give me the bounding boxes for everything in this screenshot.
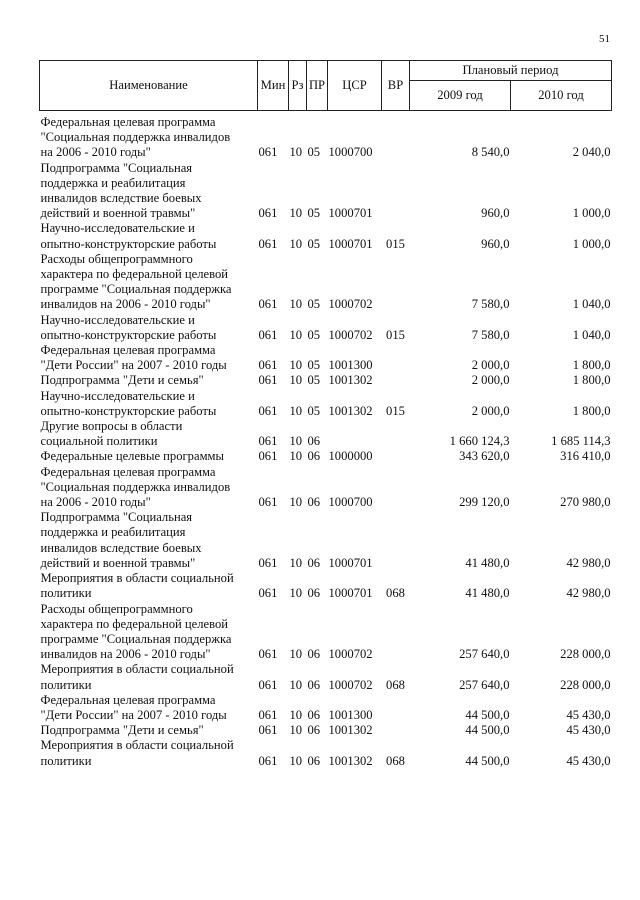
row-2010: 228 000,0 (560, 677, 611, 692)
row-min: 061 (258, 403, 278, 418)
row-2009: 7 580,0 (471, 327, 510, 342)
row-min: 061 (258, 753, 278, 768)
row-pr: 06 (307, 677, 321, 692)
row-vr: 068 (386, 677, 405, 692)
row-2009: 960,0 (481, 236, 510, 251)
row-name-line: опытно-конструкторские работы (40, 236, 217, 251)
row-name (40, 389, 258, 419)
row-2010: 1 040,0 (572, 297, 611, 312)
row-pr: 05 (307, 327, 321, 342)
row-name (40, 662, 258, 692)
row-min: 061 (258, 434, 278, 449)
row-name (40, 161, 258, 222)
row-min: 061 (258, 555, 278, 570)
table-row (40, 252, 612, 313)
row-name (40, 419, 258, 449)
row-vr (382, 602, 410, 663)
row-2010: 1 000,0 (572, 236, 611, 251)
row-name-line: действий и военной травмы" (40, 555, 196, 570)
row-name-line: Мероприятия в области социальной (40, 571, 234, 586)
row-2010: 1 685 114,3 (551, 434, 611, 449)
row-rz: 10 (289, 434, 303, 449)
row-rz: 10 (289, 145, 303, 160)
row-name-line: инвалидов на 2006 - 2010 годы" (40, 647, 211, 662)
row-2009: 960,0 (481, 206, 510, 221)
row-name-line: Мероприятия в области социальной (40, 738, 234, 753)
row-vr (382, 373, 410, 388)
row-vr (382, 161, 410, 222)
row-rz: 10 (289, 297, 303, 312)
row-csr: 1000702 (328, 327, 373, 342)
row-pr: 06 (307, 707, 321, 722)
table-row (40, 313, 612, 343)
row-csr: 1000000 (328, 449, 373, 464)
row-name-line: Подпрограмма "Социальная (40, 160, 193, 175)
row-csr: 1000701 (328, 555, 373, 570)
table-row (40, 343, 612, 373)
row-pr: 05 (307, 297, 321, 312)
row-name-line: Подпрограмма "Социальная (40, 510, 193, 525)
row-vr (382, 693, 410, 723)
row-2010: 1 040,0 (572, 327, 611, 342)
row-min: 061 (258, 358, 278, 373)
row-pr: 06 (307, 723, 321, 738)
row-name-line: "Дети России" на 2007 - 2010 годы (40, 707, 227, 722)
row-2009: 44 500,0 (465, 723, 510, 738)
row-name-line: политики (40, 677, 92, 692)
table-row (40, 221, 612, 251)
row-name-line: программе "Социальная поддержка (40, 282, 232, 297)
row-min: 061 (258, 586, 278, 601)
table-body (40, 111, 612, 769)
row-name (40, 373, 258, 388)
header-name: Наименование (40, 61, 258, 111)
row-rz: 10 (289, 449, 303, 464)
table-row (40, 419, 612, 449)
row-2009: 8 540,0 (471, 145, 510, 160)
row-name (40, 313, 258, 343)
row-csr: 1001302 (328, 753, 373, 768)
row-2010: 270 980,0 (560, 495, 611, 510)
row-vr: 068 (386, 753, 405, 768)
header-year-2009: 2009 год (410, 81, 511, 111)
row-pr: 05 (307, 206, 321, 221)
row-2010: 1 000,0 (572, 206, 611, 221)
row-min: 061 (258, 723, 278, 738)
table-row (40, 373, 612, 388)
row-name-line: характера по федеральной целевой (40, 616, 229, 631)
row-2009: 299 120,0 (459, 495, 510, 510)
row-name-line: характера по федеральной целевой (40, 267, 229, 282)
row-name (40, 221, 258, 251)
row-name-line: Научно-исследовательские и (40, 221, 195, 236)
row-2009: 44 500,0 (465, 707, 510, 722)
row-name (40, 571, 258, 601)
row-pr: 06 (307, 495, 321, 510)
row-vr (382, 343, 410, 373)
table-row (40, 602, 612, 663)
row-rz: 10 (289, 358, 303, 373)
table-row (40, 115, 612, 161)
row-name-line: Федеральная целевая программа (40, 115, 216, 129)
row-vr (382, 449, 410, 464)
table-row (40, 510, 612, 571)
row-name-line: Научно-исследовательские и (40, 312, 195, 327)
row-2010: 42 980,0 (566, 555, 611, 570)
budget-table (39, 60, 612, 769)
row-min: 061 (258, 145, 278, 160)
row-pr: 06 (307, 586, 321, 601)
row-name-line: поддержка и реабилитация (40, 525, 186, 540)
row-2009: 44 500,0 (465, 753, 510, 768)
row-name (40, 343, 258, 373)
row-name-line: Федеральные целевые программы (40, 449, 224, 464)
row-2010: 228 000,0 (560, 647, 611, 662)
row-pr: 06 (307, 647, 321, 662)
row-rz: 10 (289, 677, 303, 692)
row-name-line: Научно-исследовательские и (40, 388, 195, 403)
row-name-line: "Социальная поддержка инвалидов (40, 479, 231, 494)
row-pr: 05 (307, 403, 321, 418)
row-csr (328, 419, 382, 449)
row-pr: 06 (307, 555, 321, 570)
row-name-line: действий и военной травмы" (40, 206, 196, 221)
header-planned-period: Плановый период (410, 61, 612, 81)
header-year-2010: 2010 год (511, 81, 612, 111)
row-rz: 10 (289, 707, 303, 722)
row-vr (382, 723, 410, 738)
row-name (40, 449, 258, 464)
row-name-line: Подпрограмма "Дети и семья" (40, 723, 204, 738)
row-min: 061 (258, 206, 278, 221)
row-2009: 2 000,0 (471, 403, 510, 418)
row-vr: 015 (386, 403, 405, 418)
header-rz: Рз (289, 61, 307, 111)
row-csr: 1000700 (328, 145, 373, 160)
row-pr: 06 (307, 434, 321, 449)
row-name (40, 738, 258, 768)
row-vr (382, 419, 410, 449)
row-min: 061 (258, 297, 278, 312)
row-csr: 1000700 (328, 495, 373, 510)
row-name-line: поддержка и реабилитация (40, 175, 186, 190)
row-2010: 45 430,0 (566, 723, 611, 738)
row-2010: 42 980,0 (566, 586, 611, 601)
header-csr: ЦСР (328, 61, 382, 111)
table-row (40, 389, 612, 419)
row-name (40, 693, 258, 723)
row-csr: 1001302 (328, 373, 373, 388)
row-name (40, 465, 258, 511)
row-vr: 015 (386, 327, 405, 342)
row-rz: 10 (289, 403, 303, 418)
row-vr (382, 465, 410, 511)
row-csr: 1001300 (328, 707, 373, 722)
row-2009: 7 580,0 (471, 297, 510, 312)
row-rz: 10 (289, 495, 303, 510)
row-2009: 41 480,0 (465, 555, 510, 570)
row-2009: 2 000,0 (471, 373, 510, 388)
row-2010: 1 800,0 (572, 403, 611, 418)
row-csr: 1001302 (328, 723, 373, 738)
row-name (40, 602, 258, 663)
row-name (40, 510, 258, 571)
row-pr: 05 (307, 145, 321, 160)
table-row (40, 693, 612, 723)
table-row (40, 571, 612, 601)
row-name-line: опытно-конструкторские работы (40, 403, 217, 418)
row-vr (382, 252, 410, 313)
row-name-line: Другие вопросы в области (40, 419, 183, 434)
row-rz: 10 (289, 236, 303, 251)
row-min: 061 (258, 373, 278, 388)
row-name-line: Расходы общепрограммного (40, 601, 193, 616)
row-2010: 2 040,0 (572, 145, 611, 160)
table-row (40, 723, 612, 738)
row-name-line: Расходы общепрограммного (40, 251, 193, 266)
row-2010: 316 410,0 (560, 449, 611, 464)
row-name-line: инвалидов на 2006 - 2010 годы" (40, 297, 211, 312)
row-name-line: Федеральная целевая программа (40, 692, 216, 707)
row-min: 061 (258, 449, 278, 464)
row-2009: 257 640,0 (459, 647, 510, 662)
table-header (40, 61, 612, 111)
row-min: 061 (258, 236, 278, 251)
page-number: 51 (599, 33, 610, 45)
row-name-line: "Дети России" на 2007 - 2010 годы (40, 358, 227, 373)
row-rz: 10 (289, 647, 303, 662)
row-name-line: на 2006 - 2010 годы" (40, 495, 151, 510)
row-2009: 2 000,0 (471, 358, 510, 373)
row-pr: 06 (307, 449, 321, 464)
row-name-line: опытно-конструкторские работы (40, 327, 217, 342)
table-row (40, 738, 612, 768)
row-min: 061 (258, 677, 278, 692)
row-pr: 05 (307, 358, 321, 373)
row-csr: 1000701 (328, 206, 373, 221)
row-name-line: программе "Социальная поддержка (40, 631, 232, 646)
row-name (40, 252, 258, 313)
row-name-line: Федеральная целевая программа (40, 464, 216, 479)
row-rz: 10 (289, 327, 303, 342)
row-csr: 1000701 (328, 586, 373, 601)
row-csr: 1001300 (328, 358, 373, 373)
row-rz: 10 (289, 586, 303, 601)
row-vr (382, 510, 410, 571)
row-min: 061 (258, 707, 278, 722)
row-2010: 45 430,0 (566, 753, 611, 768)
row-name-line: политики (40, 586, 92, 601)
row-csr: 1000701 (328, 236, 373, 251)
row-csr: 1000702 (328, 677, 373, 692)
row-rz: 10 (289, 373, 303, 388)
row-2009: 343 620,0 (459, 449, 510, 464)
table-row (40, 465, 612, 511)
row-rz: 10 (289, 723, 303, 738)
row-name (40, 723, 258, 738)
row-csr: 1000702 (328, 647, 373, 662)
table-row (40, 662, 612, 692)
row-name-line: Мероприятия в области социальной (40, 662, 234, 677)
row-pr: 06 (307, 753, 321, 768)
row-name-line: инвалидов вследствие боевых (40, 540, 202, 555)
row-csr: 1000702 (328, 297, 373, 312)
row-vr: 015 (386, 236, 405, 251)
row-rz: 10 (289, 555, 303, 570)
row-pr: 05 (307, 373, 321, 388)
row-name-line: Федеральная целевая программа (40, 343, 216, 358)
row-2010: 45 430,0 (566, 707, 611, 722)
header-min: Мин (258, 61, 289, 111)
row-name-line: "Социальная поддержка инвалидов (40, 130, 231, 145)
row-2010: 1 800,0 (572, 358, 611, 373)
row-min: 061 (258, 647, 278, 662)
row-vr: 068 (386, 586, 405, 601)
row-name-line: политики (40, 753, 92, 768)
row-min: 061 (258, 327, 278, 342)
table-row (40, 449, 612, 464)
row-rz: 10 (289, 753, 303, 768)
row-2010: 1 800,0 (572, 373, 611, 388)
row-csr: 1001302 (328, 403, 373, 418)
row-2009: 41 480,0 (465, 586, 510, 601)
row-rz: 10 (289, 206, 303, 221)
row-min: 061 (258, 495, 278, 510)
row-2009: 1 660 124,3 (449, 434, 510, 449)
row-name-line: Подпрограмма "Дети и семья" (40, 373, 204, 388)
row-name-line: на 2006 - 2010 годы" (40, 145, 151, 160)
header-pr: ПР (307, 61, 328, 111)
row-pr: 05 (307, 236, 321, 251)
header-vr: ВР (382, 61, 410, 111)
row-name-line: инвалидов вследствие боевых (40, 191, 202, 206)
row-vr (382, 115, 410, 161)
row-name-line: социальной политики (40, 434, 158, 449)
row-2009: 257 640,0 (459, 677, 510, 692)
row-name (40, 115, 258, 161)
table-row (40, 161, 612, 222)
